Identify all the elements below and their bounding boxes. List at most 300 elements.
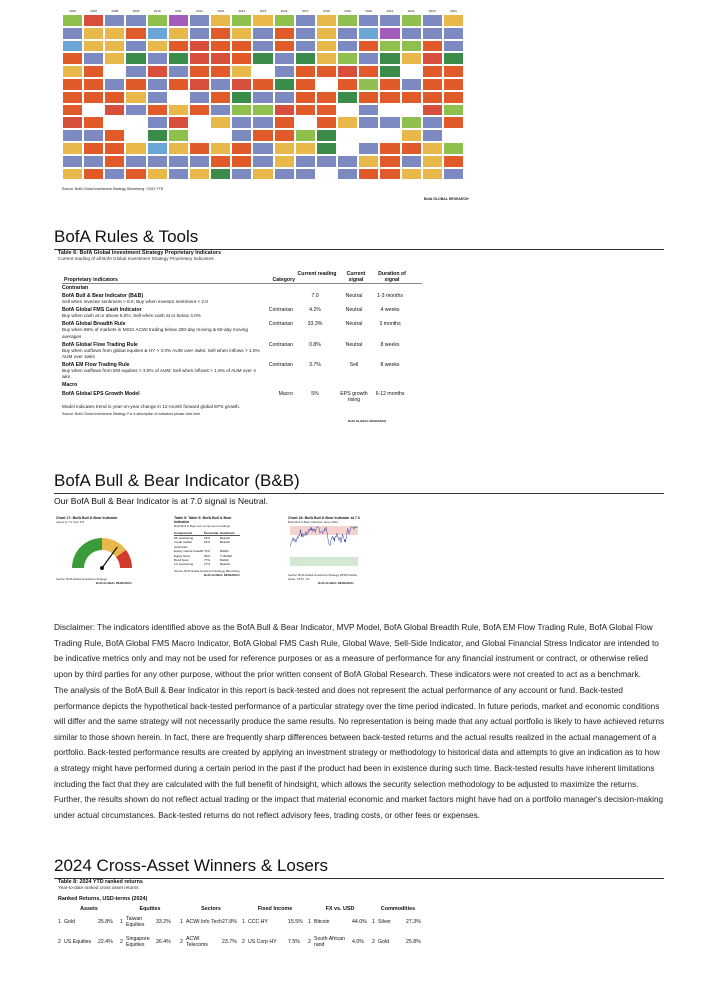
quilt-cell: [189, 40, 210, 53]
gauge-buy-zone: [72, 538, 102, 568]
quilt-cell: [147, 104, 168, 117]
quilt-year-label: 2019: [344, 9, 351, 13]
quilt-cell: [62, 91, 83, 104]
quilt-cell: [210, 91, 231, 104]
quilt-cell: [274, 65, 295, 78]
quilt-cell: [83, 78, 104, 91]
quilt-cell: [210, 65, 231, 78]
quilt-cell: [422, 14, 443, 27]
asset-class-returns-quilt: [62, 8, 464, 191]
quilt-cell: [147, 168, 168, 181]
quilt-cell: [231, 155, 252, 168]
rules-heading-wrap: [54, 227, 664, 250]
quilt-cell: [443, 104, 464, 117]
quilt-cell: [231, 40, 252, 53]
quilt-cell: [422, 27, 443, 40]
t8-cell-f: CCC HY: [248, 919, 268, 925]
indicator-category: Contrarian: [268, 362, 293, 369]
bb-heading: BofA Bull & Bear Indicator (B&B): [54, 471, 300, 490]
indicator-reading: 0.8%: [309, 341, 321, 348]
indicator-reading: 33.3%: [307, 321, 323, 328]
quilt-cell: [422, 142, 443, 155]
quilt-row: [62, 27, 464, 40]
quilt-cell: [168, 168, 189, 181]
quilt-cell: [168, 65, 189, 78]
quilt-cell: [443, 168, 464, 181]
quilt-cell: [189, 142, 210, 155]
quilt-cell: [422, 168, 443, 181]
t8-cell-cn: 2: [372, 939, 375, 945]
quilt-cell: [104, 40, 125, 53]
quilt-cell: [125, 65, 146, 78]
bb-lead: Our BofA Bull & Bear Indicator is at 7.0 signal is Neutral.: [54, 496, 268, 506]
quilt-cell: [443, 129, 464, 142]
quilt-year-label: 2013: [217, 9, 225, 13]
quilt-year-label: 2022: [407, 9, 415, 13]
quilt-cell: [274, 40, 295, 53]
quilt-cell: [168, 91, 189, 104]
quilt-cell: [252, 52, 273, 65]
quilt-year-label: 2011: [175, 9, 182, 13]
ranked-returns-table: [58, 879, 664, 952]
quilt-year-label: 2010: [153, 9, 161, 13]
quilt-cell: [252, 155, 273, 168]
quilt-cell: [358, 91, 379, 104]
t8-cell-ev: 33.2%: [156, 919, 171, 925]
quilt-cell: [422, 65, 443, 78]
quilt-cell: [422, 78, 443, 91]
quilt-row: [62, 14, 464, 27]
table5-cell: Bearish: [220, 540, 231, 545]
t8-cell-fn: 1: [242, 919, 245, 925]
quilt-year-label: 2018: [323, 9, 330, 13]
quilt-cell: [62, 129, 83, 142]
quilt-cell: [379, 40, 400, 53]
quilt-cell: [147, 27, 168, 40]
table5-source: Source: BofA Global Investment Strategy, Bloomberg: [174, 568, 240, 573]
quilt-cell: [379, 168, 400, 181]
indicators-table: [58, 250, 664, 423]
table5-cell: Equity market breadth: [174, 549, 204, 554]
quilt-cell: [443, 52, 464, 65]
t8-col-equities: Equities: [139, 906, 161, 912]
backtest-analysis-text: The analysis of the BofA Bull & Bear Indicator in this report is back-tested and does not represent the actual performance of any account or fund. Back-tested performance depicts the hypothetical back-tested performance of a particular strategy over the time period indicated. In future periods, market and economic conditions will differ and the same strategy will not necessarily produce the same results. No representation is being made that any actual portfolio is likely to have achieved returns similar to those shown herein. In fact, there are frequently sharp differences between back-tested returns and the actual results realized in the actual management of a portfolio. Back-tested performance results are created by applying an investment strategy or methodology to historical data and attempts to give an indication as to how a strategy might have performed during a certain period in the past if the product had been in existence during such time. Back-tested results have inherent limitations including the fact that they are calculated with the full benefit of hindsight, which allows the security selection methodology to be adjusted to maximize the returns. Further, the results shown do not reflect actual trading or the impact that material economic and market factors might have had on a portfolio manager's decision-making under actual circumstances. Back-tested returns do not reflect advisory fees, trading costs, or other fees or expenses.: [54, 686, 665, 820]
quilt-cell: [104, 52, 125, 65]
quilt-cell: [104, 104, 125, 117]
indicator-reading: 4.2%: [309, 307, 321, 314]
indicator-reading: 7.0: [311, 293, 319, 299]
quilt-cell: [83, 52, 104, 65]
quilt-cell: [316, 27, 337, 40]
quilt-cell: [274, 129, 295, 142]
quilt-cell: [422, 129, 443, 142]
quilt-cell: [104, 142, 125, 155]
quilt-cell: [168, 104, 189, 117]
indicator-name: BofA Global Breadth Rule: [62, 321, 126, 328]
quilt-cell: [358, 104, 379, 117]
quilt-cell: [252, 40, 273, 53]
quilt-cell: [62, 155, 83, 168]
quilt-row: [62, 91, 464, 104]
quilt-cell: [422, 116, 443, 129]
quilt-cell: [274, 142, 295, 155]
indicator-signal: Neutral: [345, 293, 363, 299]
quilt-cell: [295, 52, 316, 65]
quilt-cell: [337, 142, 358, 155]
quilt-cell: [231, 142, 252, 155]
quilt-cell: [210, 168, 231, 181]
quilt-cell: [252, 78, 273, 91]
quilt-cell: [83, 168, 104, 181]
quilt-cell: [295, 78, 316, 91]
indicator-line: [62, 342, 664, 348]
table5-cell: LO positioning: [174, 562, 194, 567]
quilt-year-label: 2024: [450, 9, 457, 13]
quilt-cell: [125, 142, 146, 155]
quilt-cell: [125, 40, 146, 53]
chart18-title: Chart 18: BofA Bull & Bear Indicator at 7.0: [288, 516, 360, 520]
quilt-cell: [210, 40, 231, 53]
table5-cell: Bearish: [220, 536, 231, 540]
quilt-cell: [274, 104, 295, 117]
quilt-cell: [337, 168, 358, 181]
quilt-cell: [316, 52, 337, 65]
quilt-cell: [168, 155, 189, 168]
quilt-cell: [252, 104, 273, 117]
quilt-cell: [379, 104, 400, 117]
indicator-row: [62, 293, 664, 305]
quilt-cell: [231, 168, 252, 181]
chart17-subtitle: Latest is 7.0 from 6.8: [56, 520, 85, 524]
quilt-cell: [316, 65, 337, 78]
indicators-rows: [62, 293, 664, 381]
bb-gauge: [56, 524, 148, 576]
t8-cell-c: Silver: [378, 919, 391, 925]
quilt-cell: [125, 168, 146, 181]
quilt-year-label: 2016: [280, 9, 288, 13]
quilt-row: [62, 129, 464, 142]
t8-cell-sn: 1: [180, 919, 183, 925]
quilt-cell: [401, 27, 422, 40]
table5-cell: V. Bullish: [220, 553, 233, 558]
quilt-cell: [189, 116, 210, 129]
indicator-name-cell: [62, 342, 257, 348]
t8-col-fx: FX vs. USD: [325, 906, 355, 912]
quilt-cell: [104, 168, 125, 181]
indicator-duration: 8 weeks: [380, 362, 400, 369]
quilt-cell: [104, 65, 125, 78]
quilt-row: [62, 40, 464, 53]
quilt-cell: [274, 116, 295, 129]
quilt-cell: [422, 91, 443, 104]
quilt-cell: [210, 78, 231, 91]
quilt-cell: [379, 116, 400, 129]
disclaimer-text: Disclaimer: The indicators identified above as the BofA Bull & Bear Indicator, MVP Model, BofA Global Breadth Rule, BofA EM Flow Trading Rule, BofA Global Flow Trading Rule, BofA Global FMS Macro Indicator, BofA Global FMS Cash Rule, Global Wave, Sell-Side Indicator, and Global Financial Stress Indicator are intended to be indicative metrics only and may not be used for reference purposes or as a measure of performance for any financial instrument or contract, or otherwise relied upon by third parties for any other purpose, without the prior written consent of BofA Global Research. These indicators were not created to act as a benchmark.: [54, 622, 659, 679]
quilt-cell: [62, 104, 83, 117]
indicator-desc: Sell when investor sentiment > 8.0; Buy when investor sentiment < 2.0: [62, 299, 208, 304]
indicators-table-title: Table 6: BofA Global Investment Strategy Proprietary Indicators: [58, 250, 221, 256]
quilt-cell: [147, 129, 168, 142]
quilt-cell: [358, 52, 379, 65]
quilt-cell: [189, 129, 210, 142]
quilt-cell: [379, 129, 400, 142]
macro-reading: 5%: [311, 390, 319, 397]
t8-cell-x: Bitcoin: [314, 919, 330, 925]
quilt-cell: [147, 142, 168, 155]
quilt-cell: [379, 91, 400, 104]
indicator-signal: Sell: [349, 362, 359, 369]
table5-title: Table 5: Table 5: BofA Bull & Bear Indicator: [174, 516, 232, 524]
chart17-panel: [56, 516, 148, 585]
cross-heading: 2024 Cross-Asset Winners & Losers: [54, 856, 328, 875]
indicator-signal: Neutral: [345, 321, 363, 328]
quilt-cell: [83, 155, 104, 168]
indicator-duration: 3 months: [379, 321, 401, 328]
quilt-cell: [125, 14, 146, 27]
t8-cell-e: Taiwan Equities: [126, 916, 145, 928]
quilt-cell: [210, 104, 231, 117]
quilt-cell: [189, 155, 210, 168]
indicator-desc: Buy when cash at or above 5.0%; Sell when cash at or below 4.0%: [62, 313, 201, 319]
quilt-cell: [443, 142, 464, 155]
quilt-cell: [83, 129, 104, 142]
quilt-cell: [401, 155, 422, 168]
quilt-cell: [443, 116, 464, 129]
table5-cell: Credit market technicals: [174, 540, 193, 549]
t8-col-commodities: Commodities: [380, 906, 416, 912]
indicator-row: [62, 362, 664, 380]
quilt-cell: [231, 91, 252, 104]
quilt-cell: [231, 27, 252, 40]
quilt-cell: [189, 27, 210, 40]
quilt-cell: [274, 27, 295, 40]
quilt-row: [62, 142, 464, 155]
quilt-cell: [125, 155, 146, 168]
quilt-cell: [443, 14, 464, 27]
t8-cell-s: ACWI Info Tech: [186, 919, 222, 925]
table5-cell: 74%: [204, 549, 211, 554]
quilt-cell: [337, 116, 358, 129]
quilt-cell: [358, 40, 379, 53]
quilt-cell: [231, 116, 252, 129]
table5-row: [174, 562, 240, 566]
quilt-cell: [252, 91, 273, 104]
macro-indicator-name: BofA Global EPS Growth Model: [62, 390, 140, 397]
quilt-cell: [104, 14, 125, 27]
table5-cell: HF positioning: [174, 536, 194, 540]
t8-cell-sv: 23.7%: [222, 939, 237, 945]
quilt-cell: [337, 65, 358, 78]
quilt-cell: [125, 116, 146, 129]
macro-category: Macro: [278, 390, 293, 397]
t8-cell-n: 2: [58, 939, 61, 945]
quilt-cell: [189, 168, 210, 181]
quilt-cell: [443, 65, 464, 78]
col-category: Category: [272, 277, 295, 283]
table5-row: [174, 540, 240, 549]
macro-duration: 6-12 months: [375, 390, 405, 397]
table5-cell: Bearish: [220, 562, 231, 567]
quilt-cell: [210, 155, 231, 168]
quilt-cell: [295, 142, 316, 155]
t8-cell-sv: 27.8%: [222, 919, 237, 925]
quilt-cell: [358, 129, 379, 142]
quilt-cell: [274, 14, 295, 27]
quilt-cell: [337, 129, 358, 142]
quilt-cell: [83, 14, 104, 27]
quilt-cell: [147, 14, 168, 27]
quilt-cell: [316, 14, 337, 27]
indicators-source: Source: BofA Global Investment Strategy. For a description of indicators please click here: [62, 411, 201, 416]
table5-col-components: Components: [174, 531, 193, 535]
indicator-row: [62, 342, 664, 360]
t8-cell-xn: 2: [308, 939, 311, 945]
t8-cell-a: Gold: [64, 919, 75, 925]
indicator-desc: Buy when outflows from global equities & HY > 3.0% AUM over 4wks; Sell when inflows > 1.0% AUM over 4wks: [62, 347, 260, 360]
quilt-cell: [443, 27, 464, 40]
quilt-cell: [147, 52, 168, 65]
rules-heading: BofA Rules & Tools: [54, 227, 199, 246]
quilt-cell: [422, 52, 443, 65]
quilt-cell: [337, 155, 358, 168]
quilt-year-label: 2017: [301, 9, 309, 13]
indicators-table-subtitle: Current reading of all BofA Global Investment Strategy Proprietary Indicators: [58, 256, 214, 261]
quilt-cell: [443, 40, 464, 53]
t8-cell-n: 1: [58, 919, 61, 925]
t8-cell-x: South African rand: [314, 936, 345, 948]
quilt-cell: [252, 129, 273, 142]
table5-cell: 22%: [204, 536, 211, 540]
quilt-cell: [104, 78, 125, 91]
table5-col-percentile: Percentile: [204, 531, 219, 535]
quilt-cell: [401, 142, 422, 155]
quilt-cell: [189, 65, 210, 78]
quilt-cell: [62, 52, 83, 65]
quilt-cell: [231, 52, 252, 65]
quilt-cell: [316, 40, 337, 53]
bb-history-chart: [288, 524, 360, 568]
indicator-name: BofA Global FMS Cash Indicator: [62, 307, 142, 314]
chart18-panel: [288, 516, 360, 585]
t8-cell-s: ACWI Telecoms: [186, 936, 208, 948]
t8-cell-fv: 7.5%: [288, 939, 300, 945]
quilt-cell: [83, 91, 104, 104]
chart17-brand: BofA GLOBAL RESEARCH: [96, 581, 132, 585]
quilt-row: [62, 168, 464, 181]
quilt-cell: [147, 65, 168, 78]
t8-cell-cv: 25.8%: [406, 939, 421, 945]
quilt-cell: [83, 142, 104, 155]
t8-cell-f: US Corp HY: [248, 939, 277, 945]
chart18-source: Source: BofA Global Investment Strategy, EPFR Global, Haver, CFTC, ICI: [288, 573, 358, 581]
section-macro: Macro: [62, 381, 78, 388]
quilt-cell: [401, 65, 422, 78]
t8-subtitle: Year-to-date ranked cross asset returns: [58, 885, 139, 890]
indicator-name: BofA Bull & Bear Indicator (B&B): [62, 293, 144, 299]
table5-cell: Bullish: [220, 558, 229, 563]
t8-cell-fv: 15.5%: [288, 919, 303, 925]
quilt-cell: [210, 52, 231, 65]
quilt-year-label: 2007: [90, 9, 98, 13]
quilt-cell: [337, 27, 358, 40]
quilt-cell: [83, 116, 104, 129]
table5-col-sentiment: Sentiment: [220, 531, 235, 535]
quilt-year-label: 2012: [196, 9, 203, 13]
t8-row: [58, 912, 664, 932]
quilt-cell: [379, 14, 400, 27]
quilt-cell: [104, 27, 125, 40]
quilt-cell: [401, 168, 422, 181]
quilt-cell: [252, 116, 273, 129]
quilt-cell: [62, 168, 83, 181]
quilt-cell: [401, 116, 422, 129]
quilt-cell: [125, 104, 146, 117]
quilt-year-label: 2020: [365, 9, 373, 13]
t8-cell-e: Singapore Equities: [126, 936, 150, 948]
quilt-cell: [147, 155, 168, 168]
quilt-cell: [62, 40, 83, 53]
quilt-cell: [189, 78, 210, 91]
quilt-cell: [316, 104, 337, 117]
indicator-row: [62, 321, 664, 339]
quilt-cell: [83, 104, 104, 117]
quilt-cell: [358, 168, 379, 181]
quilt-cell: [379, 65, 400, 78]
t8-cell-c: Gold: [378, 939, 389, 945]
quilt-cell: [379, 155, 400, 168]
quilt-cell: [210, 129, 231, 142]
quilt-cell: [295, 65, 316, 78]
t8-caption: Ranked Returns, USD-terms (2024): [58, 896, 148, 902]
table5-cell: 62%: [204, 540, 211, 545]
quilt-cell: [147, 78, 168, 91]
quilt-cell: [231, 129, 252, 142]
quilt-cell: [231, 65, 252, 78]
quilt-cell: [295, 27, 316, 40]
t8-cell-xv: 4.0%: [352, 939, 364, 945]
quilt-cell: [337, 52, 358, 65]
quilt-cell: [168, 40, 189, 53]
quilt-row: [62, 104, 464, 117]
t8-rows: [58, 912, 664, 952]
indicator-category: Contrarian: [268, 341, 293, 348]
quilt-cell: [189, 14, 210, 27]
quilt-cell: [379, 78, 400, 91]
quilt-cell: [401, 14, 422, 27]
t8-cell-xn: 1: [308, 919, 311, 925]
quilt-row: [62, 65, 464, 78]
quilt-cell: [337, 78, 358, 91]
indicators-table-header: [58, 271, 664, 283]
quilt-cell: [379, 52, 400, 65]
chart17-source: Source: BofA Global Investment Strategy: [56, 577, 107, 581]
t8-cell-xv: 44.0%: [352, 919, 367, 925]
indicator-desc: Buy when 88% of markets in MSCI ACWI trading below 200-day moving & 50-day moving averages: [62, 327, 249, 339]
quilt-cell: [274, 155, 295, 168]
quilt-cell: [295, 14, 316, 27]
quilt-cell: [316, 129, 337, 142]
quilt-cell: [358, 116, 379, 129]
quilt-cell: [295, 129, 316, 142]
indicator-name: BofA EM Flow Trading Rule: [62, 362, 130, 369]
quilt-cell: [422, 104, 443, 117]
cross-heading-wrap: [54, 856, 664, 879]
indicator-category: Contrarian: [268, 321, 293, 328]
indicator-signal: Neutral: [345, 341, 363, 348]
chart18-subtitle: BofA Bull & Bear Indicator since 2002: [288, 520, 338, 524]
quilt-cell: [337, 91, 358, 104]
quilt-cell: [210, 142, 231, 155]
